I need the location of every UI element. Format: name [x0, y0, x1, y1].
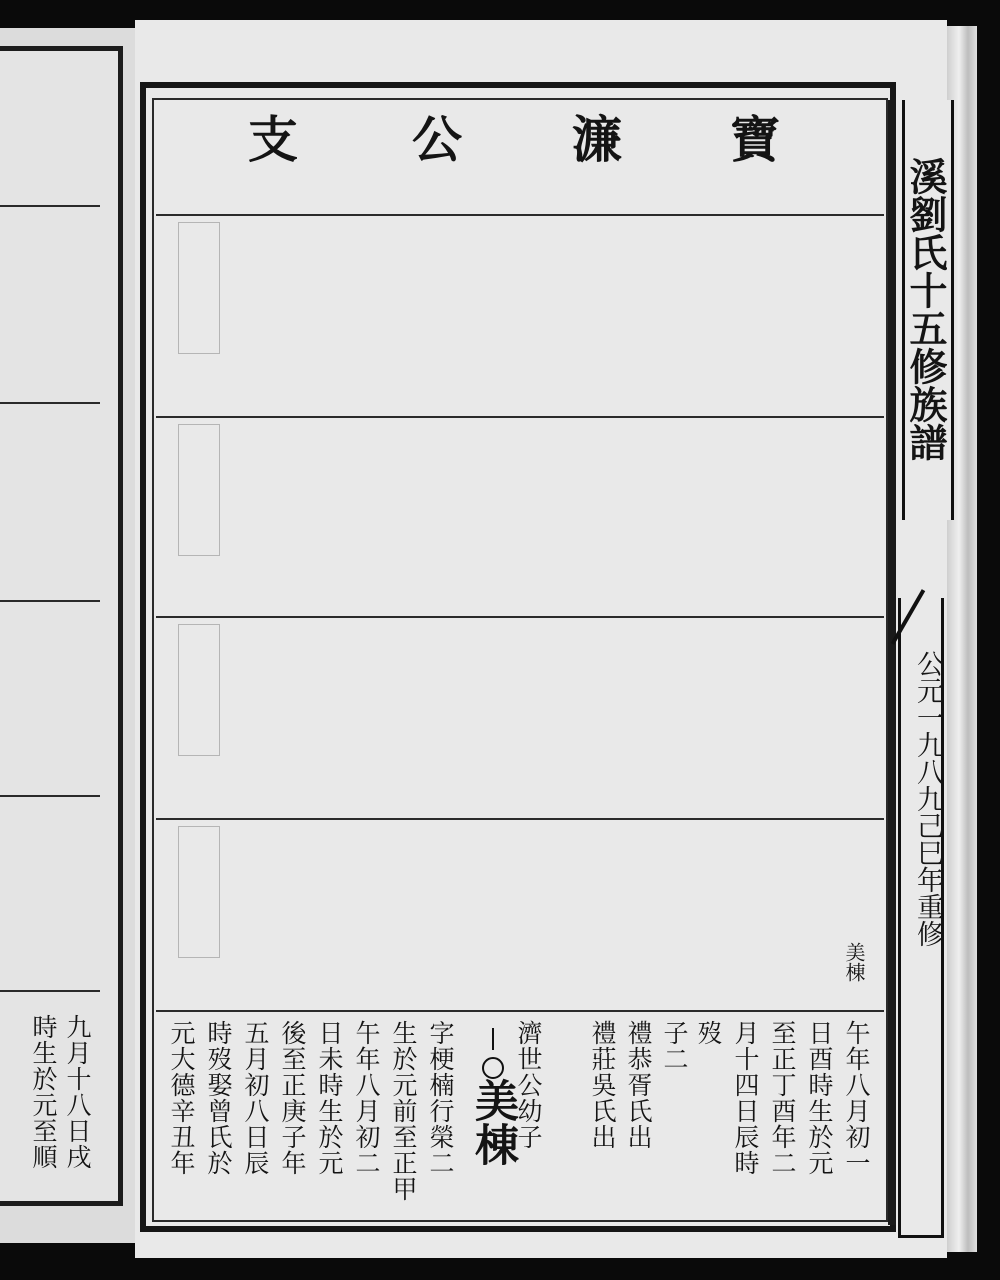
- entry-column: 後至正庚子年: [278, 1020, 307, 1176]
- lineage-tick: [492, 1028, 494, 1050]
- lineage-circle-icon: [482, 1057, 504, 1079]
- entry-column: 五月初八日辰: [241, 1020, 270, 1176]
- entry-column: 濟世公幼子: [514, 1020, 543, 1150]
- previous-page-frame: [0, 46, 123, 1206]
- entry-column: 字梗楠行榮二: [426, 1020, 455, 1176]
- row-divider: [156, 214, 884, 216]
- generation-box: [178, 222, 220, 354]
- generation-box: [178, 826, 220, 958]
- entry-column: 生於元前至正甲: [389, 1020, 418, 1202]
- row-divider: [156, 616, 884, 618]
- row-divider: [156, 1010, 884, 1012]
- entry-column: 禮莊吳氏出: [588, 1020, 617, 1150]
- previous-page-text: 九月十八日戌: [63, 1014, 92, 1170]
- previous-page-rule: [0, 205, 100, 207]
- title-char: 濂: [572, 110, 622, 169]
- entry-column: 禮恭胥氏出: [624, 1020, 653, 1150]
- generation-box: [178, 424, 220, 556]
- previous-page-rule: [0, 795, 100, 797]
- row-divider: [156, 416, 884, 418]
- entry-column: 歿: [694, 1020, 723, 1046]
- previous-page-text: 時生於元至順: [29, 1014, 58, 1170]
- previous-page-rule: [0, 990, 100, 992]
- title-char: 公: [412, 110, 462, 169]
- entry-column: 子二: [660, 1020, 689, 1072]
- person-name: 美棟: [467, 1078, 518, 1166]
- entry-column: 月十四日辰時: [731, 1020, 760, 1176]
- entry-column: 午年八月初二: [352, 1020, 381, 1176]
- entry-column: 日酉時生於元: [805, 1020, 834, 1176]
- previous-page-rule: [0, 402, 100, 404]
- entry-column: 元大德辛丑年: [167, 1020, 196, 1176]
- entry-column: 午年八月初一: [842, 1020, 871, 1176]
- entry-column: 至正丁酉年二: [768, 1020, 797, 1176]
- revision-year-note: 公元一九八九己巳年重修: [912, 649, 943, 947]
- side-border: [888, 100, 896, 1225]
- title-char: 支: [248, 110, 298, 169]
- title-char: 寶: [730, 110, 780, 169]
- row-divider: [156, 818, 884, 820]
- entry-column: 時歿娶曾氏於: [204, 1020, 233, 1176]
- previous-page-rule: [0, 600, 100, 602]
- entry-column: 日未時生於元: [315, 1020, 344, 1176]
- generation-box: [178, 624, 220, 756]
- book-title: 溪劉氏十五修族譜: [903, 157, 948, 461]
- entry-label: 美棟: [842, 942, 866, 982]
